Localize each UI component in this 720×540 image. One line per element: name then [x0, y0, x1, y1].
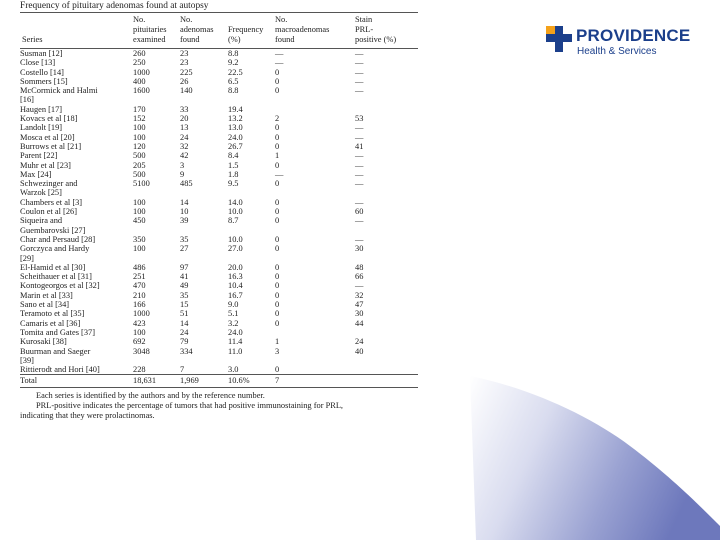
cell-examined: 100 [133, 132, 146, 142]
cell-examined: 205 [133, 160, 146, 170]
cell-frequency: 9.0 [228, 300, 239, 310]
cell-found: 3 [180, 160, 185, 170]
cell-macro: 2 [275, 114, 280, 124]
cell-prl: 44 [355, 318, 364, 328]
cell-frequency: 8.8 [228, 49, 239, 58]
cell-examined: 400 [133, 76, 146, 86]
cell-macro: 0 [275, 281, 280, 291]
cell-examined: 5100 [133, 179, 150, 189]
cell-frequency: 1.8 [228, 169, 239, 179]
cell-macro: 1 [275, 337, 280, 347]
cell-examined: 486 [133, 262, 146, 272]
cell-examined: 100 [133, 207, 146, 217]
total-series: Total [20, 375, 133, 386]
header-examined: No. pituitaries examined [133, 13, 180, 49]
cell-examined: 100 [133, 244, 146, 254]
cell-prl [355, 328, 418, 337]
table-row [20, 281, 418, 290]
cell-prl: 47 [355, 300, 364, 310]
table-row [20, 309, 418, 318]
cell-examined: 3048 [133, 346, 150, 356]
table-row [20, 300, 418, 309]
cell-found: 51 [180, 309, 189, 319]
cell-prl: — [355, 132, 364, 142]
cell-macro: 0 [275, 234, 280, 244]
cell-series: Muhr et al [23] [20, 160, 71, 170]
cell-frequency: 8.8 [228, 86, 239, 96]
cell-found: 10 [180, 207, 189, 217]
cell-series: Haugen [17] [20, 104, 63, 114]
cell-frequency: 11.4 [228, 337, 243, 347]
cell-series-continued: [39] [20, 355, 34, 365]
table-row [20, 337, 418, 346]
cell-prl: 30 [355, 244, 364, 254]
cell-series-continued: [16] [20, 95, 34, 105]
cell-frequency: 8.7 [228, 216, 239, 226]
cell-examined: 1600 [133, 86, 150, 96]
cell-macro: 0 [275, 179, 280, 189]
cell-macro: — [275, 169, 284, 179]
cell-frequency: 1.5 [228, 160, 239, 170]
table-row [20, 170, 418, 179]
table-row [20, 328, 418, 337]
table-notes [20, 387, 418, 421]
total-found: 1,969 [180, 375, 228, 386]
cell-frequency: 5.1 [228, 309, 239, 319]
cell-frequency: 13.2 [228, 114, 243, 124]
total-frequency: 10.6% [228, 375, 275, 386]
table-row [20, 272, 418, 281]
table-row [20, 216, 418, 225]
cell-series: Chambers et al [3] [20, 197, 83, 207]
cell-series: Buurman and Saeger [20, 346, 91, 356]
cell-series: Susman [12] [20, 49, 63, 58]
cell-examined: 210 [133, 290, 146, 300]
cell-frequency: 10.0 [228, 234, 243, 244]
decorative-swoosh [470, 376, 720, 540]
cell-prl: — [355, 151, 364, 161]
cell-series: Burrows et al [21] [20, 141, 82, 151]
cell-examined: 500 [133, 151, 146, 161]
cell-found: 32 [180, 141, 189, 151]
table-row [20, 114, 418, 123]
providence-logo [546, 22, 706, 66]
cell-found: 485 [180, 179, 193, 189]
cell-examined: 100 [133, 327, 146, 337]
cell-examined: 450 [133, 216, 146, 226]
cell-found: 9 [180, 169, 185, 179]
header-macroadenomas: No. macroadenomas found [275, 13, 355, 49]
cell-found: 24 [180, 132, 189, 142]
cell-found: 39 [180, 216, 189, 226]
cell-found: 140 [180, 86, 193, 96]
cell-found: 79 [180, 337, 189, 347]
cell-macro [275, 105, 355, 114]
cell-series: El-Hamid et al [30] [20, 262, 86, 272]
cell-prl: — [355, 197, 364, 207]
logo-subtitle: Health & Services [577, 46, 657, 57]
cell-series: Scheithauer et al [31] [20, 272, 92, 282]
article-table [20, 0, 418, 421]
cell-prl: 48 [355, 262, 364, 272]
cell-found: 35 [180, 290, 189, 300]
cell-examined: 1000 [133, 309, 150, 319]
table-row [20, 235, 418, 244]
cell-examined: 470 [133, 281, 146, 291]
cell-series: Char and Persaud [28] [20, 234, 96, 244]
table-row [20, 105, 418, 114]
cell-found: 33 [180, 104, 189, 114]
cell-series: Tomita and Gates [37] [20, 327, 95, 337]
table-header-row [20, 13, 418, 49]
cell-examined: 170 [133, 104, 146, 114]
table-row-continuation [20, 356, 418, 365]
table-note: PRL-positive indicates the percentage of tumors that had positive immunostaining for PRL, [36, 400, 344, 410]
cell-macro: 0 [275, 76, 280, 86]
cell-series: Rittierodt and Hori [40] [20, 365, 100, 375]
cell-series: Marin et al [33] [20, 290, 73, 300]
cell-macro: 0 [275, 365, 280, 375]
cell-series: Camaris et al [36] [20, 318, 81, 328]
cell-prl: 40 [355, 346, 364, 356]
cell-found: 13 [180, 123, 189, 133]
cell-found: 49 [180, 281, 189, 291]
adenoma-frequency-table [20, 13, 418, 386]
cell-prl: — [355, 281, 364, 291]
cell-prl: 24 [355, 337, 364, 347]
table-row [20, 123, 418, 132]
table-title: Frequency of pituitary adenomas found at autopsy [20, 0, 418, 13]
header-series: Series [20, 13, 133, 49]
cell-macro: 0 [275, 207, 280, 217]
table-row [20, 319, 418, 328]
cell-examined: 251 [133, 272, 146, 282]
table-row [20, 77, 418, 86]
cell-found: 334 [180, 346, 193, 356]
cell-series: Kurosaki [38] [20, 337, 67, 347]
cell-prl [355, 105, 418, 114]
cell-examined: 166 [133, 300, 146, 310]
cell-examined: 692 [133, 337, 146, 347]
cell-found: 23 [180, 49, 189, 58]
table-row [20, 161, 418, 170]
cell-found: 7 [180, 365, 185, 375]
cell-found: 27 [180, 244, 189, 254]
cell-frequency: 24.0 [228, 327, 243, 337]
cell-series: Kontogeorgos et al [32] [20, 281, 100, 291]
total-examined: 18,631 [133, 375, 180, 386]
cell-found: 14 [180, 197, 189, 207]
cell-macro: 3 [275, 346, 280, 356]
cell-series: Coulon et al [26] [20, 207, 77, 217]
logo-name: PROVIDENCE [576, 26, 691, 45]
table-note: indicating that they were prolactinomas. [20, 410, 155, 420]
cell-macro: 0 [275, 197, 280, 207]
cell-series: McCormick and Halmi [20, 86, 98, 96]
cell-examined: 423 [133, 318, 146, 328]
cell-series: Landolt [19] [20, 123, 63, 133]
cell-series: Close [13] [20, 58, 56, 68]
cell-macro [275, 328, 355, 337]
cell-frequency: 3.0 [228, 365, 239, 375]
cell-examined: 250 [133, 58, 146, 68]
table-row [20, 68, 418, 77]
cell-frequency: 11.0 [228, 346, 243, 356]
table-row-continuation [20, 95, 418, 104]
cell-series: Gorczyca and Hardy [20, 244, 90, 254]
cell-examined: 152 [133, 114, 146, 124]
cell-series: Mosca et al [20] [20, 132, 75, 142]
total-macro: 7 [275, 375, 355, 386]
cell-frequency: 16.7 [228, 290, 243, 300]
table-row [20, 86, 418, 95]
cell-macro: 0 [275, 86, 280, 96]
table-row-continuation [20, 188, 418, 197]
cell-prl: 32 [355, 290, 364, 300]
cell-frequency: 10.4 [228, 281, 243, 291]
cell-series: Max [24] [20, 169, 52, 179]
cell-series-continued: [29] [20, 253, 34, 263]
cell-prl: — [355, 234, 364, 244]
cell-frequency: 27.0 [228, 244, 243, 254]
table-note: Each series is identified by the authors and by the reference number. [36, 390, 265, 400]
table-row [20, 151, 418, 160]
cell-prl: — [355, 49, 364, 58]
cell-examined: 120 [133, 141, 146, 151]
cell-frequency: 22.5 [228, 67, 243, 77]
cell-examined: 100 [133, 197, 146, 207]
cell-macro: 0 [275, 67, 280, 77]
cell-macro: 0 [275, 141, 280, 151]
cell-found: 41 [180, 272, 189, 282]
table-row [20, 179, 418, 188]
table-row [20, 263, 418, 272]
table-row [20, 49, 418, 59]
cell-found: 35 [180, 234, 189, 244]
header-found: No. adenomas found [180, 13, 228, 49]
cell-frequency: 9.5 [228, 179, 239, 189]
cell-prl: 60 [355, 207, 364, 217]
table-row [20, 347, 418, 356]
cell-found: 24 [180, 327, 189, 337]
cell-macro: 0 [275, 318, 280, 328]
total-prl [355, 375, 418, 386]
cell-macro: 0 [275, 272, 280, 282]
cell-frequency: 14.0 [228, 197, 243, 207]
cell-frequency: 20.0 [228, 262, 243, 272]
cell-macro: 1 [275, 151, 280, 161]
cell-prl: — [355, 179, 364, 189]
cell-macro: 0 [275, 262, 280, 272]
cell-examined: 1000 [133, 67, 150, 77]
cell-found: 42 [180, 151, 189, 161]
cell-macro: 0 [275, 123, 280, 133]
table-total-row [20, 375, 418, 386]
table-row [20, 244, 418, 253]
table-row-continuation [20, 254, 418, 263]
cell-macro: 0 [275, 290, 280, 300]
cell-found: 225 [180, 67, 193, 77]
cell-series: Kovacs et al [18] [20, 114, 78, 124]
cell-found: 26 [180, 76, 189, 86]
cell-prl: — [355, 86, 364, 96]
cell-prl: 41 [355, 141, 364, 151]
cell-found: 23 [180, 58, 189, 68]
cell-frequency: 3.2 [228, 318, 239, 328]
cell-series-continued: Warzok [25] [20, 188, 62, 198]
cell-frequency: 26.7 [228, 141, 243, 151]
cell-examined: 350 [133, 234, 146, 244]
cell-prl: — [355, 169, 364, 179]
cell-macro: 0 [275, 160, 280, 170]
cell-found: 15 [180, 300, 189, 310]
cell-prl: — [355, 58, 364, 68]
cell-prl: 30 [355, 309, 364, 319]
cell-prl: — [355, 123, 364, 133]
cross-icon [546, 26, 572, 52]
cell-prl: — [355, 76, 364, 86]
cell-series: Siqueira and [20, 216, 63, 226]
cell-frequency: 16.3 [228, 272, 243, 282]
table-row-continuation [20, 226, 418, 235]
table-row [20, 291, 418, 300]
cell-series: Teramoto et al [35] [20, 309, 85, 319]
cell-frequency: 6.5 [228, 76, 239, 86]
cell-frequency: 8.4 [228, 151, 239, 161]
cell-prl: 53 [355, 114, 364, 124]
cell-found: 20 [180, 114, 189, 124]
cell-prl: 66 [355, 272, 364, 282]
cell-macro: 0 [275, 216, 280, 226]
cell-macro: 0 [275, 244, 280, 254]
cell-series: Costello [14] [20, 67, 64, 77]
cell-frequency: 24.0 [228, 132, 243, 142]
cell-frequency: 10.0 [228, 207, 243, 217]
table-row [20, 58, 418, 67]
cell-found: 14 [180, 318, 189, 328]
cell-macro: 0 [275, 300, 280, 310]
cell-macro: 0 [275, 309, 280, 319]
table-row [20, 207, 418, 216]
table-row [20, 133, 418, 142]
cell-examined: 500 [133, 169, 146, 179]
cell-prl: — [355, 160, 364, 170]
cell-prl [355, 365, 418, 375]
cell-macro: — [275, 58, 284, 68]
cell-frequency: 13.0 [228, 123, 243, 133]
cell-macro: 0 [275, 132, 280, 142]
cell-macro: — [275, 49, 284, 58]
cell-series: Parent [22] [20, 151, 58, 161]
table-row [20, 198, 418, 207]
cell-prl: — [355, 67, 364, 77]
cell-frequency: 19.4 [228, 104, 243, 114]
cell-examined: 228 [133, 365, 146, 375]
table-row [20, 365, 418, 375]
cell-series: Schwezinger and [20, 179, 78, 189]
cell-frequency: 9.2 [228, 58, 239, 68]
cell-series: Sommers [15] [20, 76, 68, 86]
cell-series-continued: Guembarovski [27] [20, 225, 86, 235]
table-row [20, 142, 418, 151]
cell-examined: 260 [133, 49, 146, 58]
header-frequency: Frequency (%) [228, 13, 275, 49]
header-prl-positive: Stain PRL- positive (%) [355, 13, 418, 49]
cell-examined: 100 [133, 123, 146, 133]
cell-prl: — [355, 216, 364, 226]
cell-found: 97 [180, 262, 189, 272]
cell-series: Sano et al [34] [20, 300, 70, 310]
table-body [20, 49, 418, 386]
